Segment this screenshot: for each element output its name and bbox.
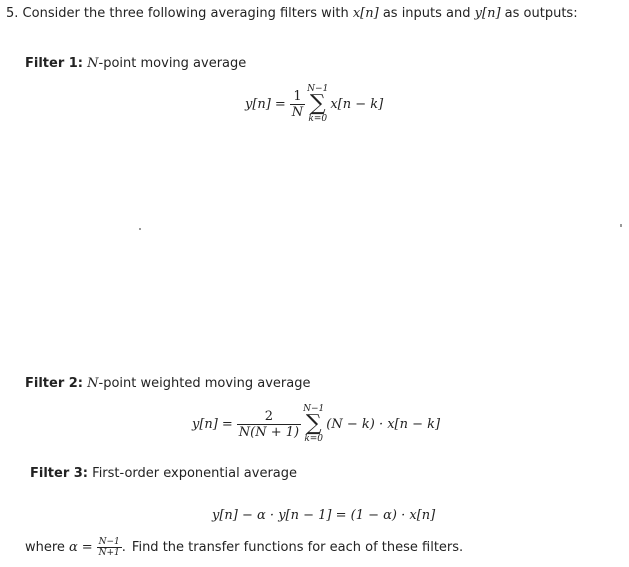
problem-statement [6, 6, 578, 21]
input-signal: x[n] [352, 6, 379, 21]
filter1-lhs: y[n] [245, 96, 271, 112]
footer-text [25, 537, 463, 558]
footer-frac-num: N−1 [98, 537, 120, 547]
filter2-equation [192, 404, 440, 444]
footer-period: . [121, 540, 126, 555]
footer-alpha: α [68, 540, 78, 555]
filter3-desc: First-order exponential average [92, 466, 298, 481]
filter1-n: N [87, 56, 99, 71]
filter1-frac-num: 1 [293, 88, 302, 104]
filter2-term: (N − k) · x[n − k] [326, 416, 441, 432]
filter2-frac-den: N(N + 1) [238, 424, 300, 440]
filter1-equals: = [274, 96, 286, 112]
filter2-n: N [87, 376, 99, 391]
filter3-label: Filter 3: [30, 466, 89, 481]
filter1-desc: -point moving average [98, 56, 247, 71]
filter2-sum-symbol: ∑ [305, 411, 322, 436]
scan-speck [620, 224, 622, 227]
filter1-fraction [290, 89, 305, 120]
footer-fraction [97, 537, 122, 558]
filter3-heading [30, 466, 297, 481]
intro-text-3: as outputs: [504, 6, 578, 21]
filter2-fraction [237, 409, 301, 440]
filter2-heading [25, 376, 311, 391]
filter1-label: Filter 1: [25, 56, 84, 71]
filter2-sum-lower: k=0 [304, 434, 324, 444]
footer-instruction: Find the transfer functions for each of these filters. [131, 540, 464, 555]
filter3-equation: y[n] − α · y[n − 1] = (1 − α) · x[n] [212, 508, 436, 523]
output-signal: y[n] [474, 6, 501, 21]
problem-number: 5. [6, 6, 19, 21]
filter1-sum-symbol: ∑ [309, 91, 326, 116]
filter2-label: Filter 2: [25, 376, 84, 391]
footer-equals: = [81, 540, 93, 555]
intro-text-2: as inputs and [382, 6, 471, 21]
filter1-sum [307, 84, 328, 124]
filter1-frac-den: N [291, 104, 304, 120]
filter1-term: x[n − k] [330, 96, 384, 112]
filter1-sum-upper: N−1 [307, 84, 329, 94]
scan-speck [139, 228, 141, 230]
filter1-equation [245, 84, 383, 124]
filter2-desc: -point weighted moving average [98, 376, 311, 391]
filter2-frac-num: 2 [264, 408, 274, 424]
filter2-equals: = [221, 416, 233, 432]
footer-frac-den: N+1 [98, 548, 120, 558]
footer-where: where [25, 540, 65, 555]
filter2-sum-upper: N−1 [303, 404, 325, 414]
intro-text-1: Consider the three following averaging filters with [22, 6, 349, 21]
filter1-heading [25, 56, 246, 71]
filter2-lhs: y[n] [192, 416, 218, 432]
filter2-sum [303, 404, 324, 444]
filter1-sum-lower: k=0 [308, 114, 328, 124]
